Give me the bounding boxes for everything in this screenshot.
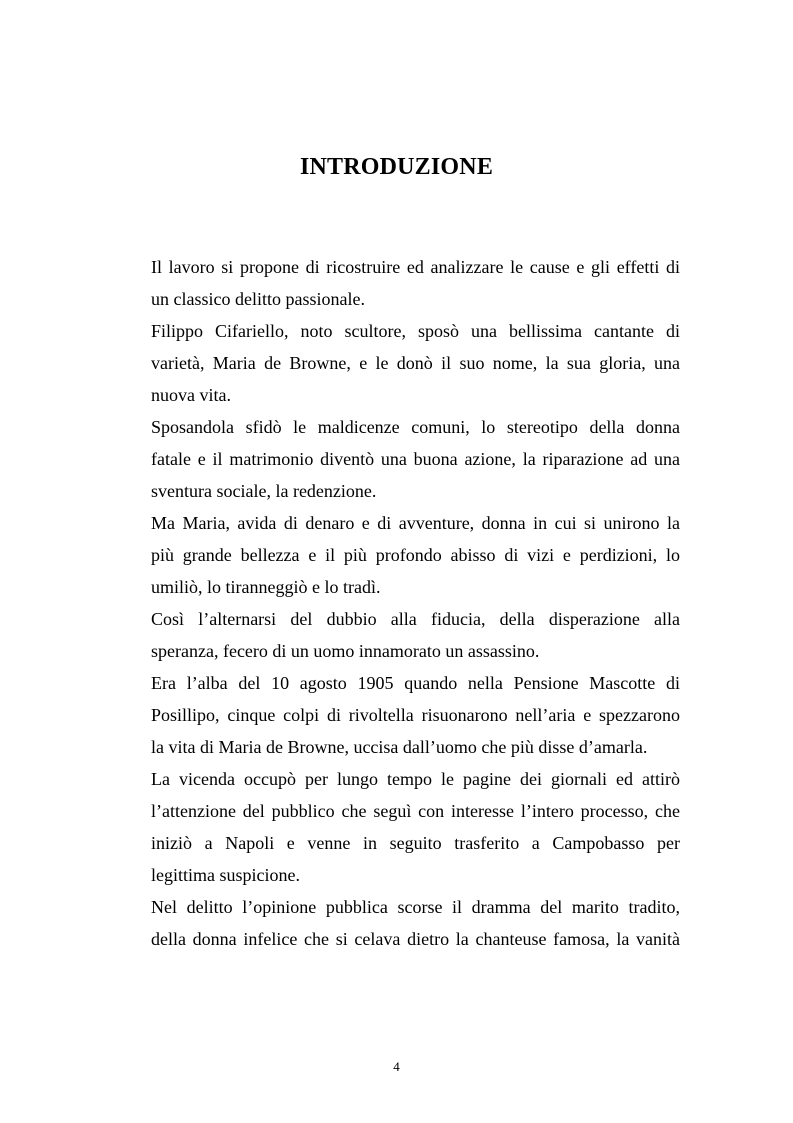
text-line: legittima suspicione. <box>151 865 300 885</box>
text-line: Così l’alternarsi del dubbio alla fiducia, della disperazione alla <box>151 609 680 629</box>
text-line: umiliò, lo tiranneggiò e lo tradì. <box>151 577 381 597</box>
text-line: l’attenzione del pubblico che seguì con interesse l’intero processo, che <box>151 801 680 821</box>
text-line: varietà, Maria de Browne, e le donò il suo nome, la sua gloria, una <box>151 353 680 373</box>
text-line: nuova vita. <box>151 385 231 405</box>
text-line: Nel delitto l’opinione pubblica scorse il dramma del marito tradito, <box>151 897 680 917</box>
text-line: Filippo Cifariello, noto scultore, sposò una bellissima cantante di <box>151 321 680 341</box>
text-line: La vicenda occupò per lungo tempo le pagine dei giornali ed attirò <box>151 769 680 789</box>
page-number: 4 <box>393 1059 400 1074</box>
text-line: Era l’alba del 10 agosto 1905 quando nella Pensione Mascotte di <box>151 673 680 693</box>
text-line: fatale e il matrimonio diventò una buona azione, la riparazione ad una <box>151 449 680 469</box>
text-line: speranza, fecero di un uomo innamorato un assassino. <box>151 641 540 661</box>
text-line: iniziò a Napoli e venne in seguito trasferito a Campobasso per <box>151 833 680 853</box>
text-line: Sposandola sfidò le maldicenze comuni, lo stereotipo della donna <box>151 417 680 437</box>
text-line: Posillipo, cinque colpi di rivoltella risuonarono nell’aria e spezzarono <box>151 705 680 725</box>
text-line: sventura sociale, la redenzione. <box>151 481 377 501</box>
page-title: INTRODUZIONE <box>299 154 494 180</box>
text-line: più grande bellezza e il più profondo abisso di vizi e perdizioni, lo <box>151 545 680 565</box>
text-line: Il lavoro si propone di ricostruire ed analizzare le cause e gli effetti di <box>151 257 680 277</box>
text-line: la vita di Maria de Browne, uccisa dall’uomo che più disse d’amarla. <box>151 737 648 757</box>
text-line: un classico delitto passionale. <box>151 289 365 309</box>
text-line: della donna infelice che si celava dietro la chanteuse famosa, la vanità <box>151 929 680 949</box>
text-line: Ma Maria, avida di denaro e di avventure, donna in cui si unirono la <box>151 513 680 533</box>
body-text <box>151 251 680 955</box>
